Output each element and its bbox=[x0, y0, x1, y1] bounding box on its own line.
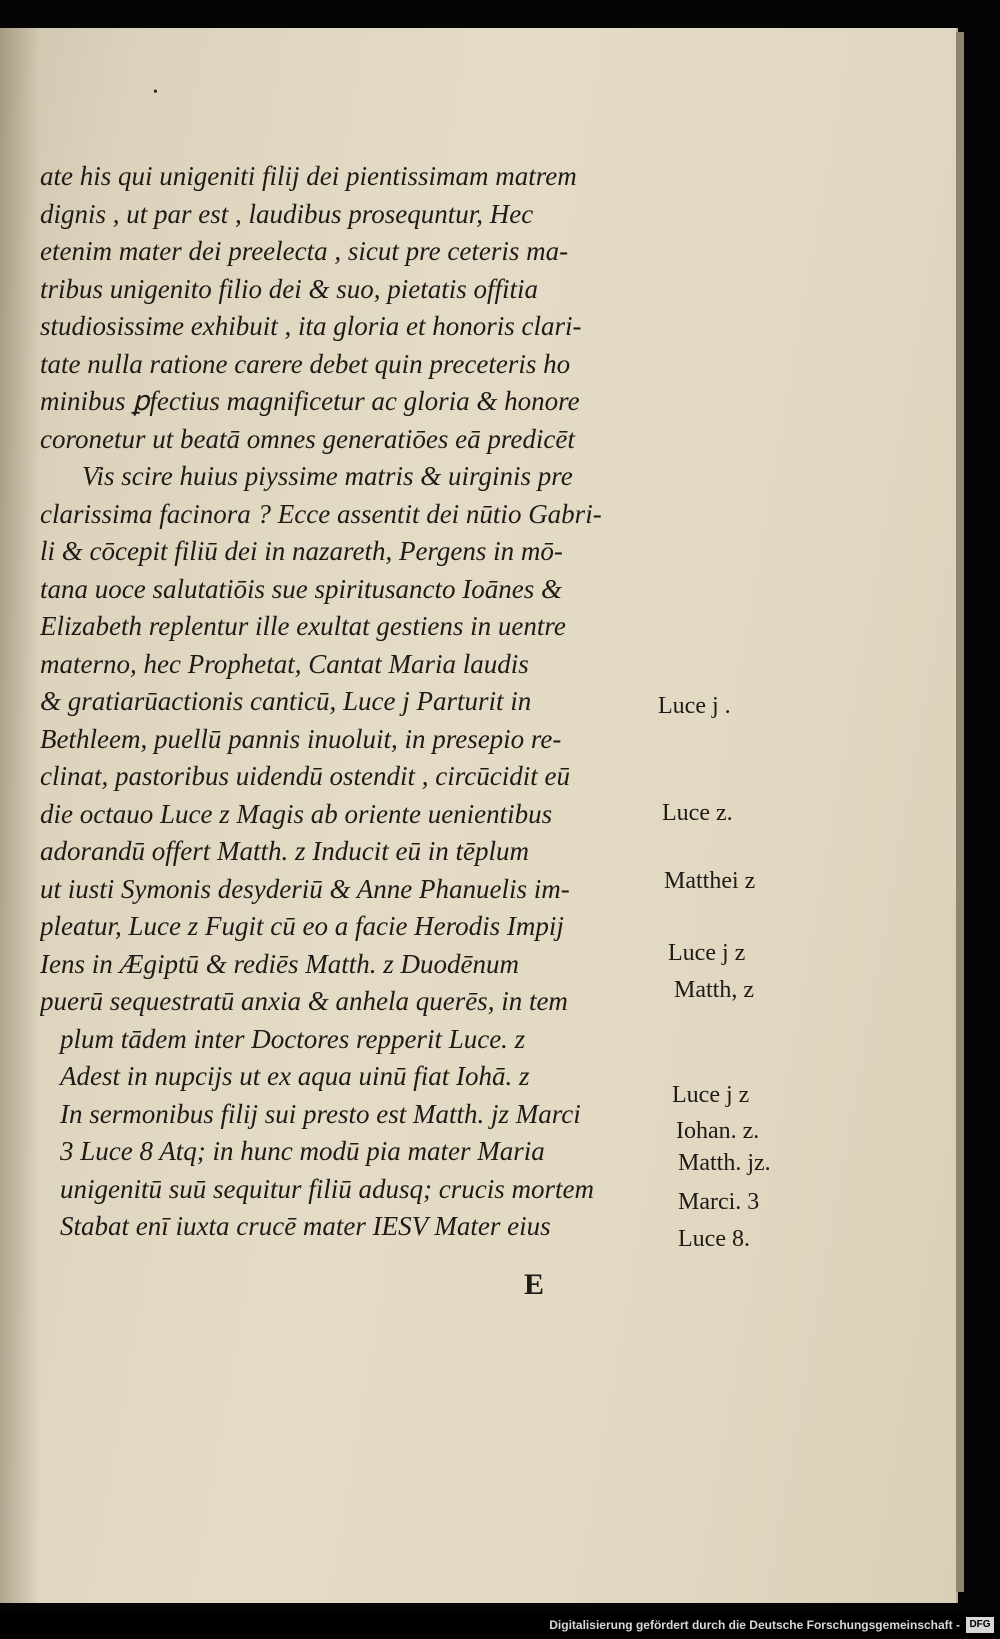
footer-bar bbox=[0, 1612, 1000, 1639]
text-line: ate his qui unigeniti filij dei pientissimam matrem bbox=[40, 161, 577, 191]
dfg-logo: DFG bbox=[966, 1617, 994, 1633]
marginal-note: Luce 8. bbox=[678, 1226, 750, 1252]
text-line: tribus unigenito filio dei & suo, pietatis offitia bbox=[40, 273, 539, 304]
marginal-note: Luce z. bbox=[662, 800, 733, 826]
underlying-page-edge bbox=[956, 32, 964, 1592]
text-line: In sermonibus filij sui presto est Matth. jz Marci bbox=[60, 1098, 581, 1129]
text-line: Adest in nupcijs ut ex aqua uinū fiat Iohā. z bbox=[60, 1061, 530, 1091]
text-line: tana uoce salutatiōis sue spiritusancto Ioānes & bbox=[40, 573, 562, 604]
text-line: materno, hec Prophetat, Cantat Maria laudis bbox=[40, 648, 529, 679]
main-text-block bbox=[40, 158, 660, 1246]
text-line: puerū sequestratū anxia & anhela querēs, in tem bbox=[40, 986, 568, 1016]
text-line: etenim mater dei preelecta , sicut pre ceteris ma- bbox=[40, 236, 569, 266]
text-line: unigenitū suū sequitur filiū adusq; crucis mortem bbox=[60, 1173, 594, 1204]
marginal-note: Luce j z bbox=[668, 940, 746, 966]
text-line: & gratiarūactionis canticū, Luce j Parturit in bbox=[40, 686, 532, 716]
text-line: tate nulla ratione carere debet quin preceteris ho bbox=[40, 348, 571, 379]
text-line: Elizabeth replentur ille exultat gestiens in uentre bbox=[40, 611, 566, 641]
marginal-note: Matthei z bbox=[664, 868, 756, 894]
funding-notice: Digitalisierung gefördert durch die Deutsche Forschungsgemeinschaft - bbox=[549, 1618, 960, 1632]
marginal-note: Luce j z bbox=[672, 1082, 750, 1108]
marginal-note: Matth. jz. bbox=[678, 1150, 771, 1176]
text-line: die octauo Luce z Magis ab oriente uenientibus bbox=[40, 798, 553, 829]
text-line: 3 Luce 8 Atq; in hunc modū pia mater Maria bbox=[60, 1136, 545, 1166]
text-line: pleatur, Luce z Fugit cū eo a facie Herodis Impij bbox=[40, 911, 564, 941]
text-line: Bethleem, puellū pannis inuoluit, in presepio re- bbox=[40, 723, 562, 754]
text-line: ut iusti Symonis desyderiū & Anne Phanuelis im- bbox=[40, 873, 570, 904]
spine-shadow bbox=[0, 28, 40, 1603]
text-line: coronetur ut beatā omnes generatiōes eā predicēt bbox=[40, 423, 575, 454]
text-line: Vis scire huius piyssime matris & uirginis pre bbox=[82, 461, 573, 491]
marginal-note: Marci. 3 bbox=[678, 1189, 760, 1215]
text-line: clarissima facinora ? Ecce assentit dei nūtio Gabri- bbox=[40, 498, 602, 529]
text-line: adorandū offert Matth. z Inducit eū in tēplum bbox=[40, 836, 529, 866]
page-mark: • bbox=[153, 85, 158, 100]
text-line: plum tādem inter Doctores repperit Luce. z bbox=[60, 1023, 526, 1054]
marginal-note: Iohan. z. bbox=[676, 1118, 760, 1144]
text-line: minibus ꝑfectius magnificetur ac gloria & honore bbox=[40, 386, 580, 416]
text-line: clinat, pastoribus uidendū ostendit , circūcidit eū bbox=[40, 761, 570, 791]
text-line: li & cōcepit filiū dei in nazareth, Pergens in mō- bbox=[40, 536, 563, 566]
text-line: studiosissime exhibuit , ita gloria et honoris clari- bbox=[40, 311, 582, 341]
text-line: Stabat enī iuxta crucē mater IESV Mater eius bbox=[60, 1211, 551, 1241]
marginal-note: Luce j . bbox=[658, 693, 731, 719]
catchword: E bbox=[524, 1268, 545, 1301]
marginal-note: Matth, z bbox=[674, 977, 754, 1003]
text-line: dignis , ut par est , laudibus prosequntur, Hec bbox=[40, 198, 534, 229]
text-line: Iens in Ægiptū & rediēs Matth. z Duodēnum bbox=[40, 948, 519, 979]
